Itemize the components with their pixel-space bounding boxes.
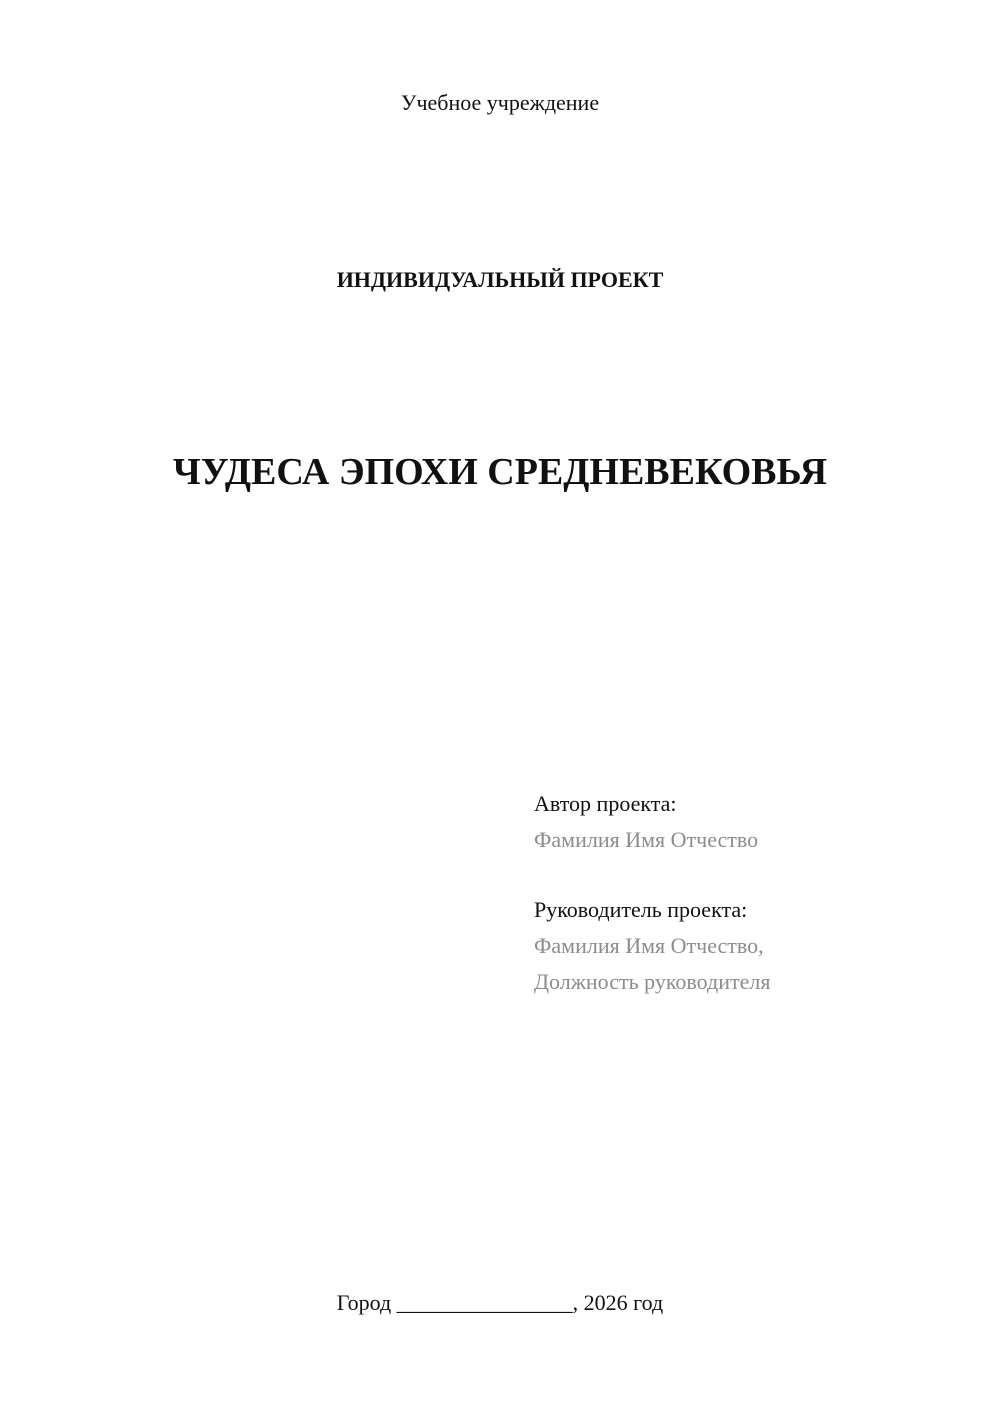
project-credits [534, 786, 770, 1000]
credits-spacer [534, 858, 770, 892]
project-title: ЧУДЕСА ЭПОХИ СРЕДНЕВЕКОВЬЯ [172, 451, 828, 493]
author-label: Автор проекта: [534, 791, 677, 816]
city-blank: ________________ [396, 1290, 573, 1315]
city-year-line [0, 1290, 1000, 1316]
year-text: , 2026 год [572, 1290, 664, 1315]
project-type-heading: ИНДИВИДУАЛЬНЫЙ ПРОЕКТ [336, 267, 664, 292]
city-label: Город [336, 1290, 392, 1315]
supervisor-label: Руководитель проекта: [534, 897, 748, 922]
supervisor-name-placeholder: Фамилия Имя Отчество, [534, 933, 764, 958]
supervisor-position-placeholder: Должность руководителя [534, 969, 771, 994]
author-name-placeholder: Фамилия Имя Отчество [534, 827, 759, 852]
institution-name: Учебное учреждение [400, 90, 600, 115]
